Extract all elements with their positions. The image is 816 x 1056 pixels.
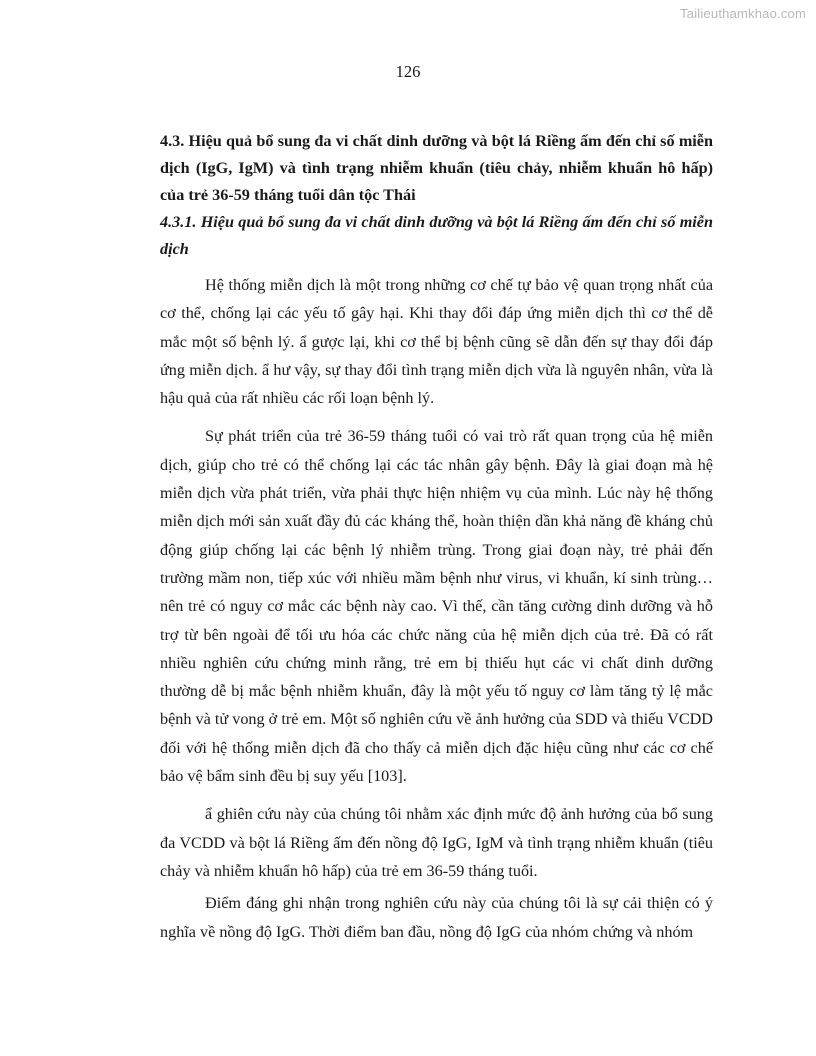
subsection-heading: 4.3.1. Hiệu quả bổ sung đa vi chất dinh dưỡng và bột lá Riềng ấm đến chỉ số miễn dịch bbox=[160, 213, 713, 258]
paragraph: Điểm đáng ghi nhận trong nghiên cứu này của chúng tôi là sự cải thiện có ý nghĩa về nồng độ IgG. Thời điểm ban đầu, nồng độ IgG của nhóm chứng và nhóm bbox=[160, 894, 713, 941]
document-body bbox=[160, 128, 713, 946]
page-number: 126 bbox=[395, 62, 421, 81]
paragraph: Hệ thống miễn dịch là một trong những cơ chế tự bảo vệ quan trọng nhất của cơ thể, chống lại các yếu tố gây hại. Khi thay đổi đáp ứng miễn dịch thì cơ thể dễ mắc một số bệnh lý. ẩ gược lại, khi cơ thể bị bệnh cũng sẽ dẫn đến sự thay đổi đáp ứng miễn dịch. ẩ hư vậy, sự thay đổi tình trạng miễn dịch vừa là nguyên nhân, vừa là hậu quả của rất nhiều các rối loạn bệnh lý. bbox=[160, 276, 713, 408]
paragraph: Sự phát triển của trẻ 36-59 tháng tuổi có vai trò rất quan trọng của hệ miễn dịch, giúp cho trẻ có thể chống lại các tác nhân gây bệnh. Đây là giai đoạn mà hệ miễn dịch vừa phát triển, vừa phải thực hiện nhiệm vụ của mình. Lúc này hệ thống miễn dịch mới sản xuất đầy đủ các kháng thể, hoàn thiện dần khả năng đề kháng chủ động giúp chống lại các bệnh lý nhiễm trùng. Trong giai đoạn này, trẻ phải đến trường mầm non, tiếp xúc với nhiều mầm bệnh như virus, vi khuẩn, kí sinh trùng…nên trẻ có nguy cơ mắc các bệnh này cao. Vì thế, cần tăng cường dinh dưỡng và hỗ trợ từ bên ngoài để tối ưu hóa các chức năng của hệ miễn dịch của trẻ. Đã có rất nhiều nghiên cứu chứng minh rằng, trẻ em bị thiếu hụt các vi chất dinh dưỡng thường dễ bị mắc bệnh nhiễm khuẩn, đây là một yếu tố nguy cơ làm tăng tỷ lệ mắc bệnh và tử vong ở trẻ em. Một số nghiên cứu về ảnh hưởng của SDD và thiếu VCDD đối với hệ thống miễn dịch đã cho thấy cả miễn dịch đặc hiệu cũng như các cơ chế bảo vệ bẩm sinh đều bị suy yếu [103]. bbox=[160, 427, 713, 786]
watermark: Tailieuthamkhao.com bbox=[680, 6, 806, 21]
section-heading: 4.3. Hiệu quả bổ sung đa vi chất dinh dưỡng và bột lá Riềng ấm đến chỉ số miễn dịch (IgG, IgM) và tình trạng nhiễm khuẩn (tiêu chảy, nhiễm khuẩn hô hấp) của trẻ 36-59 tháng tuổi dân tộc Thái bbox=[160, 132, 713, 204]
paragraph: ẩ ghiên cứu này của chúng tôi nhằm xác định mức độ ảnh hưởng của bổ sung đa VCDD và bột lá Riềng ấm đến nồng độ IgG, IgM và tình trạng nhiễm khuẩn (tiêu chảy và nhiễm khuẩn hô hấp) của trẻ em 36-59 tháng tuổi. bbox=[160, 805, 713, 880]
